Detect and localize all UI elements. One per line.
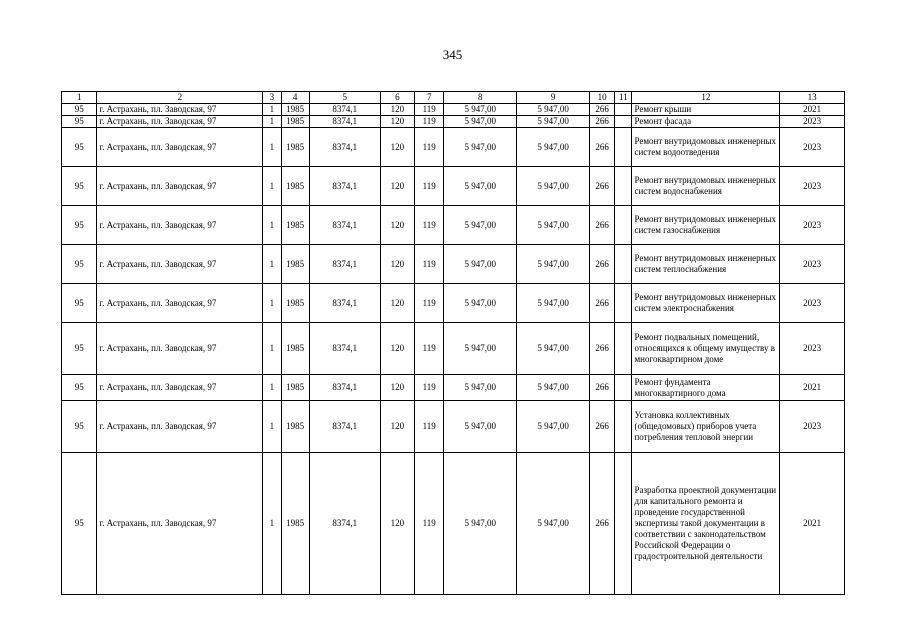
cell-address: г. Астрахань, пл. Заводская, 97 — [97, 128, 263, 167]
cell-col10: 266 — [590, 104, 615, 116]
cell-year: 1985 — [281, 401, 309, 453]
cell-work-type: Разработка проектной документации для капитального ремонта и проведение государственной экспертизы такой документации в соответствии с законодательством Российской Федерации о градостроительной деятельности — [632, 453, 780, 595]
cell-address: г. Астрахань, пл. Заводская, 97 — [97, 284, 263, 323]
cell-work-type: Ремонт внутридомовых инженерных систем водоотведения — [632, 128, 780, 167]
cell-col10: 266 — [590, 401, 615, 453]
cell-col11 — [615, 245, 632, 284]
cell-col9: 5 947,00 — [517, 104, 590, 116]
cell-area: 8374,1 — [309, 453, 380, 595]
cell-col6: 120 — [380, 453, 414, 595]
cell-col7: 119 — [415, 375, 444, 401]
table-row — [62, 206, 845, 245]
cell-col9: 5 947,00 — [517, 245, 590, 284]
cell-area: 8374,1 — [309, 323, 380, 375]
cell-col7: 119 — [415, 284, 444, 323]
repair-program-table — [61, 91, 845, 595]
cell-col10: 266 — [590, 284, 615, 323]
cell-col6: 120 — [380, 104, 414, 116]
cell-col3: 1 — [263, 284, 281, 323]
table-row — [62, 104, 845, 116]
cell-plan-year: 2023 — [780, 401, 845, 453]
column-header: 12 — [632, 92, 780, 104]
cell-year: 1985 — [281, 245, 309, 284]
cell-col8: 5 947,00 — [444, 401, 517, 453]
cell-col6: 120 — [380, 401, 414, 453]
cell-col10: 266 — [590, 116, 615, 128]
cell-address: г. Астрахань, пл. Заводская, 97 — [97, 375, 263, 401]
cell-col8: 5 947,00 — [444, 284, 517, 323]
cell-col8: 5 947,00 — [444, 104, 517, 116]
column-header: 13 — [780, 92, 845, 104]
cell-number: 95 — [62, 375, 97, 401]
cell-year: 1985 — [281, 323, 309, 375]
cell-work-type: Ремонт подвальных помещений, относящихся к общему имуществу в многоквартирном доме — [632, 323, 780, 375]
cell-col11 — [615, 401, 632, 453]
cell-col8: 5 947,00 — [444, 323, 517, 375]
cell-col7: 119 — [415, 104, 444, 116]
column-header: 5 — [309, 92, 380, 104]
cell-work-type: Ремонт внутридомовых инженерных систем теплоснабжения — [632, 245, 780, 284]
cell-address: г. Астрахань, пл. Заводская, 97 — [97, 167, 263, 206]
cell-plan-year: 2021 — [780, 104, 845, 116]
page-number: 345 — [442, 47, 463, 62]
cell-col7: 119 — [415, 116, 444, 128]
cell-col11 — [615, 167, 632, 206]
table-row — [62, 245, 845, 284]
column-header: 6 — [380, 92, 414, 104]
cell-year: 1985 — [281, 116, 309, 128]
table-row — [62, 128, 845, 167]
cell-col7: 119 — [415, 167, 444, 206]
cell-area: 8374,1 — [309, 104, 380, 116]
cell-year: 1985 — [281, 104, 309, 116]
table-row — [62, 401, 845, 453]
cell-col6: 120 — [380, 245, 414, 284]
cell-address: г. Астрахань, пл. Заводская, 97 — [97, 453, 263, 595]
cell-col10: 266 — [590, 128, 615, 167]
cell-col11 — [615, 284, 632, 323]
cell-area: 8374,1 — [309, 167, 380, 206]
cell-col3: 1 — [263, 375, 281, 401]
cell-number: 95 — [62, 104, 97, 116]
cell-col3: 1 — [263, 453, 281, 595]
cell-plan-year: 2023 — [780, 206, 845, 245]
cell-col6: 120 — [380, 323, 414, 375]
column-header: 8 — [444, 92, 517, 104]
cell-area: 8374,1 — [309, 128, 380, 167]
cell-col11 — [615, 375, 632, 401]
cell-year: 1985 — [281, 375, 309, 401]
cell-plan-year: 2023 — [780, 245, 845, 284]
cell-plan-year: 2023 — [780, 284, 845, 323]
cell-address: г. Астрахань, пл. Заводская, 97 — [97, 104, 263, 116]
cell-number: 95 — [62, 206, 97, 245]
cell-area: 8374,1 — [309, 375, 380, 401]
cell-col11 — [615, 323, 632, 375]
cell-col7: 119 — [415, 206, 444, 245]
cell-col3: 1 — [263, 206, 281, 245]
cell-col9: 5 947,00 — [517, 453, 590, 595]
cell-work-type: Установка коллективных (общедомовых) приборов учета потребления тепловой энергии — [632, 401, 780, 453]
cell-col3: 1 — [263, 104, 281, 116]
table-row — [62, 323, 845, 375]
cell-address: г. Астрахань, пл. Заводская, 97 — [97, 116, 263, 128]
cell-plan-year: 2023 — [780, 323, 845, 375]
cell-work-type: Ремонт внутридомовых инженерных систем газоснабжения — [632, 206, 780, 245]
column-header: 9 — [517, 92, 590, 104]
cell-number: 95 — [62, 128, 97, 167]
cell-plan-year: 2023 — [780, 128, 845, 167]
cell-col9: 5 947,00 — [517, 375, 590, 401]
cell-year: 1985 — [281, 206, 309, 245]
cell-col3: 1 — [263, 245, 281, 284]
cell-address: г. Астрахань, пл. Заводская, 97 — [97, 401, 263, 453]
cell-col7: 119 — [415, 128, 444, 167]
cell-number: 95 — [62, 245, 97, 284]
cell-col7: 119 — [415, 323, 444, 375]
column-header: 4 — [281, 92, 309, 104]
cell-col3: 1 — [263, 323, 281, 375]
cell-work-type: Ремонт внутридомовых инженерных систем электроснабжения — [632, 284, 780, 323]
cell-col9: 5 947,00 — [517, 206, 590, 245]
cell-number: 95 — [62, 323, 97, 375]
cell-col3: 1 — [263, 167, 281, 206]
cell-work-type: Ремонт фасада — [632, 116, 780, 128]
cell-number: 95 — [62, 116, 97, 128]
column-header: 2 — [97, 92, 263, 104]
table-row — [62, 284, 845, 323]
cell-year: 1985 — [281, 453, 309, 595]
cell-col7: 119 — [415, 401, 444, 453]
cell-col9: 5 947,00 — [517, 401, 590, 453]
cell-col9: 5 947,00 — [517, 128, 590, 167]
cell-col3: 1 — [263, 116, 281, 128]
cell-work-type: Ремонт внутридомовых инженерных систем водоснабжения — [632, 167, 780, 206]
cell-col9: 5 947,00 — [517, 323, 590, 375]
cell-col10: 266 — [590, 323, 615, 375]
cell-col8: 5 947,00 — [444, 128, 517, 167]
cell-area: 8374,1 — [309, 116, 380, 128]
cell-address: г. Астрахань, пл. Заводская, 97 — [97, 245, 263, 284]
column-header: 10 — [590, 92, 615, 104]
cell-number: 95 — [62, 401, 97, 453]
cell-col11 — [615, 206, 632, 245]
cell-area: 8374,1 — [309, 206, 380, 245]
cell-col6: 120 — [380, 206, 414, 245]
column-header: 11 — [615, 92, 632, 104]
column-header: 3 — [263, 92, 281, 104]
cell-col3: 1 — [263, 128, 281, 167]
cell-plan-year: 2021 — [780, 375, 845, 401]
cell-col7: 119 — [415, 453, 444, 595]
cell-col11 — [615, 453, 632, 595]
cell-area: 8374,1 — [309, 245, 380, 284]
cell-col10: 266 — [590, 206, 615, 245]
cell-col10: 266 — [590, 375, 615, 401]
cell-area: 8374,1 — [309, 401, 380, 453]
cell-address: г. Астрахань, пл. Заводская, 97 — [97, 206, 263, 245]
cell-col10: 266 — [590, 453, 615, 595]
cell-work-type: Ремонт фундамента многоквартирного дома — [632, 375, 780, 401]
cell-col11 — [615, 128, 632, 167]
cell-col9: 5 947,00 — [517, 116, 590, 128]
cell-number: 95 — [62, 453, 97, 595]
header-row — [62, 92, 845, 104]
table-row — [62, 453, 845, 595]
cell-col6: 120 — [380, 167, 414, 206]
cell-plan-year: 2023 — [780, 167, 845, 206]
column-header: 1 — [62, 92, 97, 104]
cell-col11 — [615, 104, 632, 116]
cell-col6: 120 — [380, 128, 414, 167]
cell-number: 95 — [62, 284, 97, 323]
column-header: 7 — [415, 92, 444, 104]
cell-col11 — [615, 116, 632, 128]
table-row — [62, 167, 845, 206]
table-row — [62, 116, 845, 128]
cell-number: 95 — [62, 167, 97, 206]
cell-col8: 5 947,00 — [444, 453, 517, 595]
cell-year: 1985 — [281, 284, 309, 323]
cell-address: г. Астрахань, пл. Заводская, 97 — [97, 323, 263, 375]
table-row — [62, 375, 845, 401]
cell-col8: 5 947,00 — [444, 167, 517, 206]
cell-col9: 5 947,00 — [517, 284, 590, 323]
cell-col6: 120 — [380, 375, 414, 401]
cell-plan-year: 2021 — [780, 453, 845, 595]
cell-area: 8374,1 — [309, 284, 380, 323]
cell-col10: 266 — [590, 245, 615, 284]
cell-col6: 120 — [380, 116, 414, 128]
cell-col8: 5 947,00 — [444, 206, 517, 245]
cell-col6: 120 — [380, 284, 414, 323]
cell-col3: 1 — [263, 401, 281, 453]
cell-col7: 119 — [415, 245, 444, 284]
cell-col8: 5 947,00 — [444, 375, 517, 401]
cell-col8: 5 947,00 — [444, 116, 517, 128]
cell-col8: 5 947,00 — [444, 245, 517, 284]
cell-work-type: Ремонт крыши — [632, 104, 780, 116]
cell-plan-year: 2023 — [780, 116, 845, 128]
cell-col10: 266 — [590, 167, 615, 206]
cell-year: 1985 — [281, 167, 309, 206]
cell-col9: 5 947,00 — [517, 167, 590, 206]
cell-year: 1985 — [281, 128, 309, 167]
